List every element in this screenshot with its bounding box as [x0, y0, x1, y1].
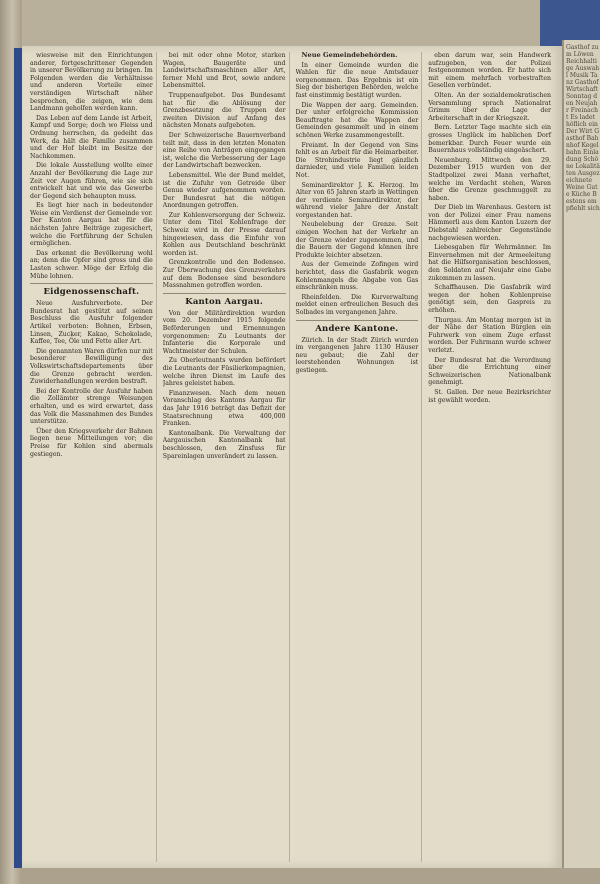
column-rule [30, 283, 153, 284]
column-1 [30, 52, 157, 862]
article-paragraph: Seminardirektor J. K. Herzog. Im Alter von 65 Jahren starb in Wettingen der verdiente Seminardirektor, der während vieler Jahre der Anstalt vorgestanden hat. [295, 181, 419, 219]
column-2 [163, 52, 290, 862]
article-paragraph: Schaffhausen. Die Gasfabrik wird wegen der hohen Kohlenpreise genötigt sein, den Gaspreis zu erhöhen. [428, 284, 551, 314]
adjacent-page-text: Gasthof zum Löwen Reichhaltige Auswahl Musik Tanz Gasthof Wirtschaft Sonntag den Neujahr Freinacht Es ladet höflich ein Der Wirt Gasthof Bahnhof Kegelbahn Einladung Schöne Lokalitäten Ausgezeichnete Weine Gute Küche Bestens empfiehlt sich [566, 44, 600, 212]
blue-binding-edge [14, 48, 22, 868]
column-container [30, 52, 554, 862]
article-paragraph: Der Schweizerische Bauernverband teilt mit, dass in den letzten Monaten eine Reihe von Anträgen eingegangen ist, welche die Verbesserung der Lage der Landwirtschaft bezwecken. [162, 131, 286, 170]
column-rule [163, 293, 286, 294]
article-paragraph: Aus der Gemeinde Zofingen wird berichtet, dass die Gasfabrik wegen Kohlenmangels die Abgabe von Gas einschränken muss. [295, 261, 419, 292]
article-paragraph: Das erkennt die Bevölkerung wohl an; denn die Opfer sind gross und die Lasten schwer. Möge der Erfolg die Mühe lohnen. [30, 249, 153, 280]
article-paragraph: In einer Gemeinde wurden die Wahlen für die neue Amtsdauer vorgenommen. Das Ergebnis ist ein Sieg der bisherigen Behörden, welche fast einstimmig bestätigt wurden. [295, 61, 419, 99]
article-paragraph: wiesweise mit den Einrichtungen anderer, fortgeschrittener Gegenden in unserer Bevölkerung zu bringen. Im Folgenden werden die Verhältnisse und anderen Vorteile einer verständigen Wirtschaft näher besprochen, die zeigen, wie dem Landmann geholfen werden kann. [30, 52, 153, 113]
book-bottom-edge [22, 868, 600, 884]
article-subheading: Neue Gemeindebehörden. [301, 52, 398, 59]
article-paragraph: Truppenaufgebot. Das Bundesamt hat für die Ablösung der Grenzbesetzung die Truppen der zweiten Division auf Anfang des nächsten Monats aufgeboten. [162, 91, 286, 130]
article-paragraph: Zu Oberleutnants wurden befördert die Leutnants der Füsilierkompagnien, welche ihren Dienst im Laufe des Jahres geleistet haben. [162, 357, 286, 388]
article-paragraph: Das Leben auf dem Lande ist Arbeit, Kampf und Sorge; doch wo Fleiss und Ordnung herrschen, da gedeiht das Werk, da hält die Familie zusammen und der Hof bleibt im Besitze der Nachkommen. [30, 114, 153, 160]
article-paragraph: Grenzkontrolle und den Bodensee. Zur Überwachung des Grenzverkehrs auf dem Bodensee sind besondere Massnahmen getroffen worden. [162, 259, 286, 290]
article-paragraph: Freiamt. In der Gegend von Sins fehlt es an Arbeit für die Heimarbeiter. Die Strohindustrie liegt gänzlich darnieder, und viele Familien leiden Not. [295, 141, 419, 179]
article-paragraph: Neue Ausfuhrverbote. Der Bundesrat hat gestützt auf seinen Beschluss die Ausfuhr folgender Artikel verboten: Bohnen, Erbsen, Linsen, Zucker, Kakao, Schokolade, Kaffee, Tee, Öle und Fette aller Art. [30, 300, 153, 346]
article-paragraph: bei mit oder ohne Motor, starken Wagen, Baugeräte und Landwirtschaftsmaschinen aller Art, ferner Mehl und Brot, sowie andere Lebensmittel. [162, 52, 286, 90]
article-paragraph: Zürich. In der Stadt Zürich wurden im vergangenen Jahre 1130 Häuser neu gebaut; die Zahl der leerstehenden Wohnungen ist gestiegen. [295, 336, 419, 374]
column-3 [296, 52, 423, 862]
article-paragraph: Der Bundesrat hat die Verordnung über die Errichtung einer Schweizerischen Nationalbank genehmigt. [428, 356, 551, 387]
article-paragraph: Es liegt hier nach in bedeutender Weise ein Verdienst der Gemeinde vor. Der Kanton Aargau hat für die nächsten Jahre Beiträge zugesichert, welche die Fortführung der Schulen ermöglichen. [30, 202, 153, 248]
article-paragraph: Zur Kohlenversorgung der Schweiz. Unter dem Titel Kohlenfrage der Schweiz wird in der Presse darauf hingewiesen, dass die Einfuhr von Kohlen aus Deutschland beschränkt worden ist. [162, 211, 286, 257]
article-paragraph: Olten. An der sozialdemokratischen Versammlung sprach Nationalrat Grimm über die Lage der Arbeiterschaft in der Kriegszeit. [428, 91, 551, 122]
article-paragraph: Über den Kriegsverkehr der Bahnen liegen neue Mitteilungen vor; die Preise für Kohlen sind abermals gestiegen. [30, 427, 153, 458]
section-heading: Eidgenossenschaft. [43, 287, 140, 298]
article-paragraph: Neuenburg. Mittwoch den 29. Dezember 1915 wurden von der Stadtpolizei zwei Mann verhaftet, welche im Verdacht stehen, Waren über die Grenze geschmuggelt zu haben. [428, 156, 551, 202]
article-paragraph: Finanzwesen. Nach dem neuen Voranschlag des Kantons Aargau für das Jahr 1916 beträgt das Defizit der Staatsrechnung etwa 400,000 Franken. [162, 389, 286, 428]
article-paragraph: Von der Militärdirektion wurden vom 20. Dezember 1915 folgende Beförderungen und Ernennungen vorgenommen: Zu Leutnants der Infanterie die Korporale und Wachtmeister der Schulen. [162, 309, 286, 355]
article-paragraph: Die genannten Waren dürfen nur mit besonderer Bewilligung des Volkswirtschaftsdepartements über die Grenze gebracht werden. Zuwiderhandlungen werden bestraft. [30, 347, 153, 386]
article-paragraph: eben darum war, sein Handwerk aufzugeben, von der Polizei festgenommen worden. Er hatte sich mit einem mehrfach vorbestraften Gesellen verbündet. [428, 52, 551, 90]
article-paragraph: St. Gallen. Der neue Bezirksrichter ist gewählt worden. [428, 388, 551, 404]
article-paragraph: Die lokale Ausstellung wollte einer Anzahl der Bevölkerung die Lage zur Zeit vor Augen führen, wie sie sich entwickelt hat und wie das Gewerbe der Gegend sich behaupten muss. [30, 162, 153, 200]
article-paragraph: Bei der Kontrolle der Ausfuhr haben die Zollämter strenge Weisungen erhalten, und es wird erwartet, dass das Volk die Massnahmen des Bundes unterstütze. [30, 387, 153, 426]
section-heading: Kanton Aargau. [185, 296, 264, 307]
adjacent-page-strip [562, 40, 600, 870]
article-paragraph: Lebensmittel. Wie der Bund meldet, ist die Zufuhr von Getreide über Genua wieder aufgenommen worden. Der Bundesrat hat die nötigen Anordnungen getroffen. [162, 171, 286, 210]
newspaper-page [22, 46, 562, 868]
article-paragraph: Rheinfelden. Die Kurverwaltung meldet einen erfreulichen Besuch des Solbades im vergangenen Jahre. [295, 293, 419, 316]
column-4 [428, 52, 554, 862]
article-paragraph: Thurgau. Am Montag morgen ist in der Nähe der Station Bürglen ein Fuhrwerk von einem Zuge erfasst worden. Der Fuhrmann wurde schwer verletzt. [428, 316, 551, 354]
article-paragraph: Neubelebung der Grenze. Seit einigen Wochen hat der Verkehr an der Grenze wieder zugenommen, und die Bauern der Gegend können ihre Produkte leichter absetzen. [295, 221, 419, 259]
article-paragraph: Der Dieb im Warenhaus. Gestern ist von der Polizei einer Frau namens Hämmerli aus dem Kanton Luzern der Diebstahl zahlreicher Gegenstände nachgewiesen worden. [428, 204, 551, 242]
article-paragraph: Die Wappen der aarg. Gemeinden. Der unter erfolgreiche Kommission Beauftragte hat die Wappen der Gemeinden gesammelt und in einem schönen Werke zusammengestellt. [295, 101, 419, 139]
section-heading: Andere Kantone. [315, 323, 399, 334]
article-paragraph: Kantonalbank. Die Verwaltung der Aargauischen Kantonalbank hat beschlossen, den Zinsfuss für Spareinlagen unverändert zu lassen. [162, 429, 286, 460]
article-paragraph: Liebesgaben für Wehrmänner. Im Einvernehmen mit der Armeeleitung hat die Hilfsorganisation beschlossen, den Soldaten auf Neujahr eine Gabe zukommen zu lassen. [428, 244, 551, 282]
article-paragraph: Bern. Letzter Tage machte sich ein grosses Unglück im hablichen Dorf bemerkbar. Durch Feuer wurde ein Bauernhaus vollständig eingeäschert. [428, 124, 551, 155]
column-rule [296, 320, 419, 321]
